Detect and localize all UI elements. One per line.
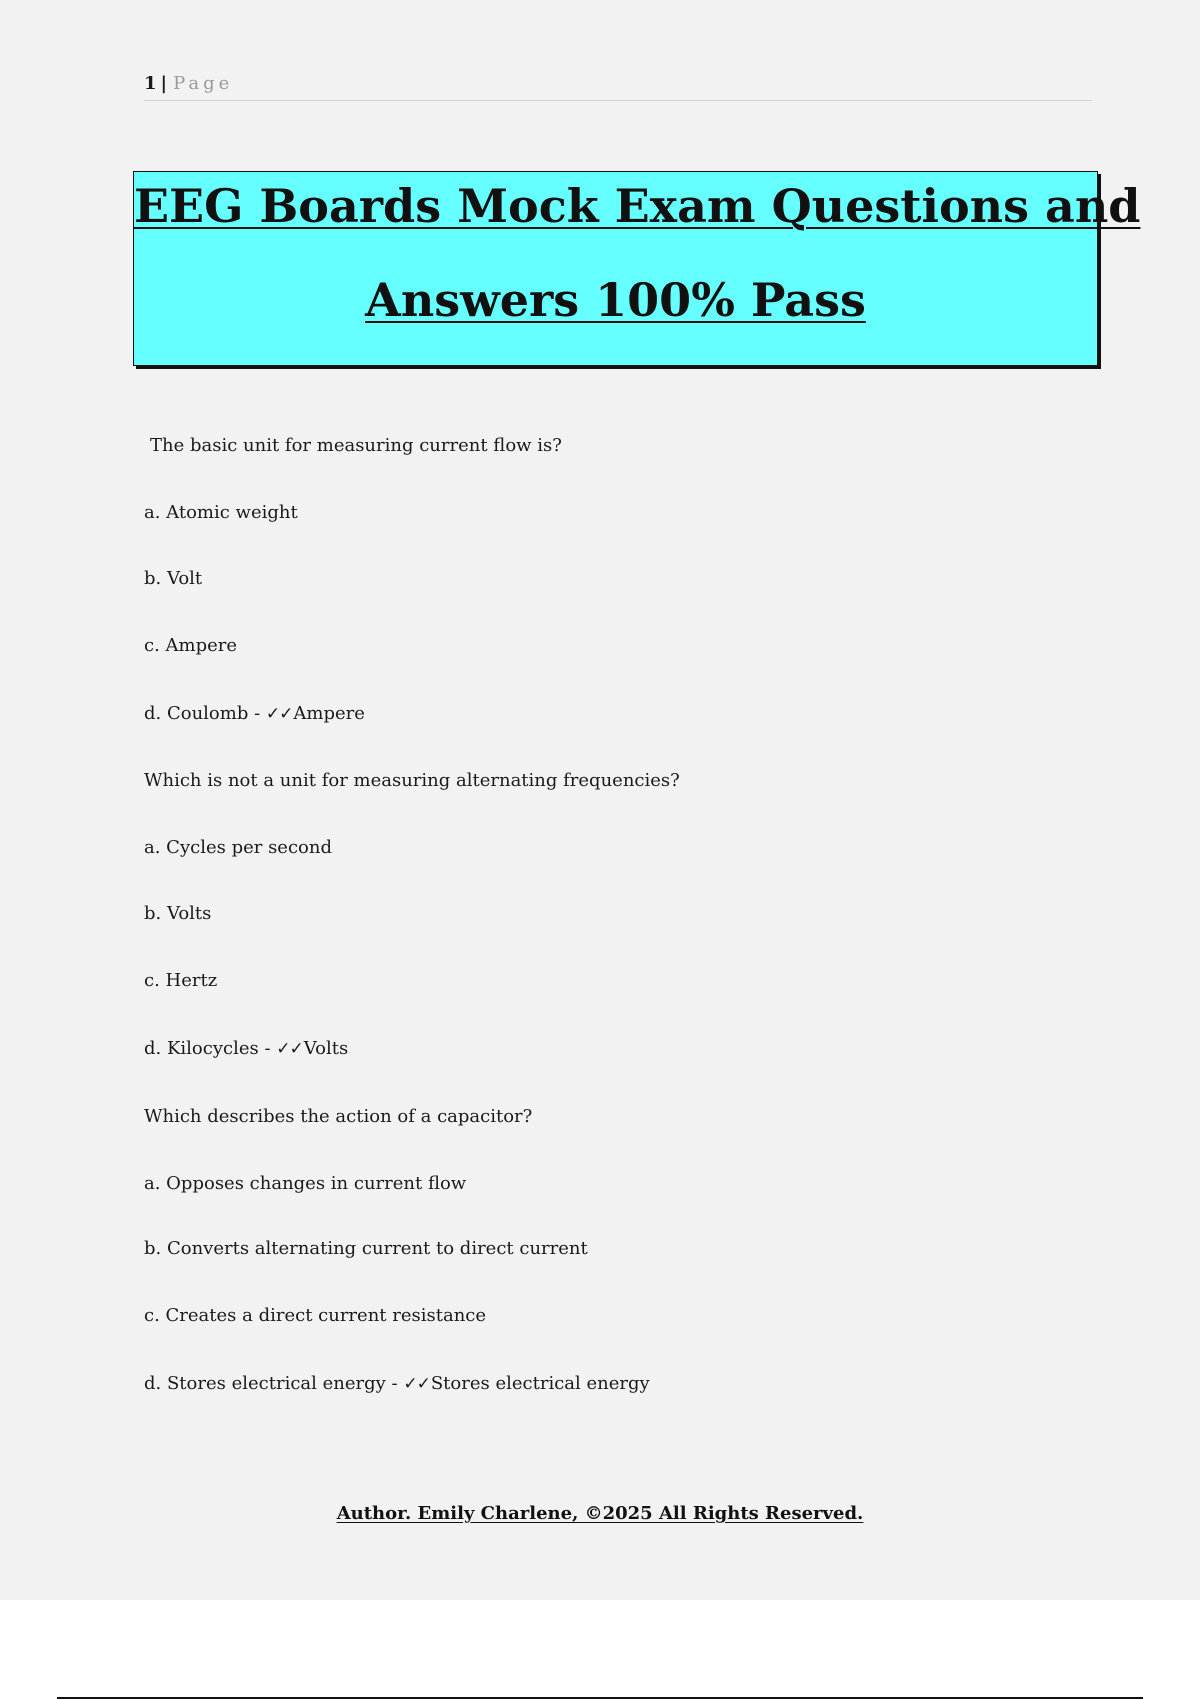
page-number: 1 bbox=[144, 73, 157, 94]
answer-option: b. Volts bbox=[144, 903, 212, 924]
author-footer: Author. Emily Charlene, ©2025 All Rights Reserved. bbox=[336, 1503, 864, 1524]
page-header bbox=[144, 72, 1092, 101]
title-box bbox=[133, 171, 1141, 366]
answer-option: a. Cycles per second bbox=[144, 837, 332, 858]
title-line-1: EEG Boards Mock Exam Questions and bbox=[134, 179, 1141, 233]
answer-option-with-key bbox=[144, 1037, 348, 1061]
answer-option: d. Stores electrical energy - bbox=[144, 1373, 404, 1394]
correct-answer: Ampere bbox=[293, 703, 365, 724]
question-prompt: The basic unit for measuring current flow is? bbox=[150, 435, 562, 456]
page-separator: | bbox=[160, 73, 168, 94]
correct-answer: Volts bbox=[303, 1038, 349, 1059]
answer-option: d. Coulomb - bbox=[144, 703, 266, 724]
check-mark-icon: ✓✓ bbox=[265, 704, 293, 724]
page-label: Page bbox=[173, 73, 234, 94]
answer-option-with-key bbox=[144, 702, 365, 726]
check-mark-icon: ✓✓ bbox=[276, 1039, 303, 1059]
correct-answer: Stores electrical energy bbox=[430, 1373, 650, 1394]
answer-option-with-key bbox=[144, 1372, 650, 1396]
check-mark-icon: ✓✓ bbox=[403, 1374, 430, 1394]
answer-option: b. Volt bbox=[144, 568, 203, 589]
answer-option: c. Hertz bbox=[144, 970, 218, 991]
answer-option: d. Kilocycles - bbox=[144, 1038, 277, 1059]
answer-option: a. Atomic weight bbox=[144, 502, 298, 523]
answer-option: b. Converts alternating current to direct current bbox=[144, 1238, 588, 1259]
answer-option: a. Opposes changes in current flow bbox=[144, 1173, 467, 1194]
title-line-2: Answers 100% Pass bbox=[365, 273, 866, 327]
question-prompt: Which is not a unit for measuring alternating frequencies? bbox=[144, 770, 680, 791]
question-prompt: Which describes the action of a capacitor? bbox=[144, 1106, 533, 1127]
answer-option: c. Creates a direct current resistance bbox=[144, 1305, 487, 1326]
bottom-divider bbox=[57, 1697, 1143, 1699]
answer-option: c. Ampere bbox=[144, 635, 238, 656]
